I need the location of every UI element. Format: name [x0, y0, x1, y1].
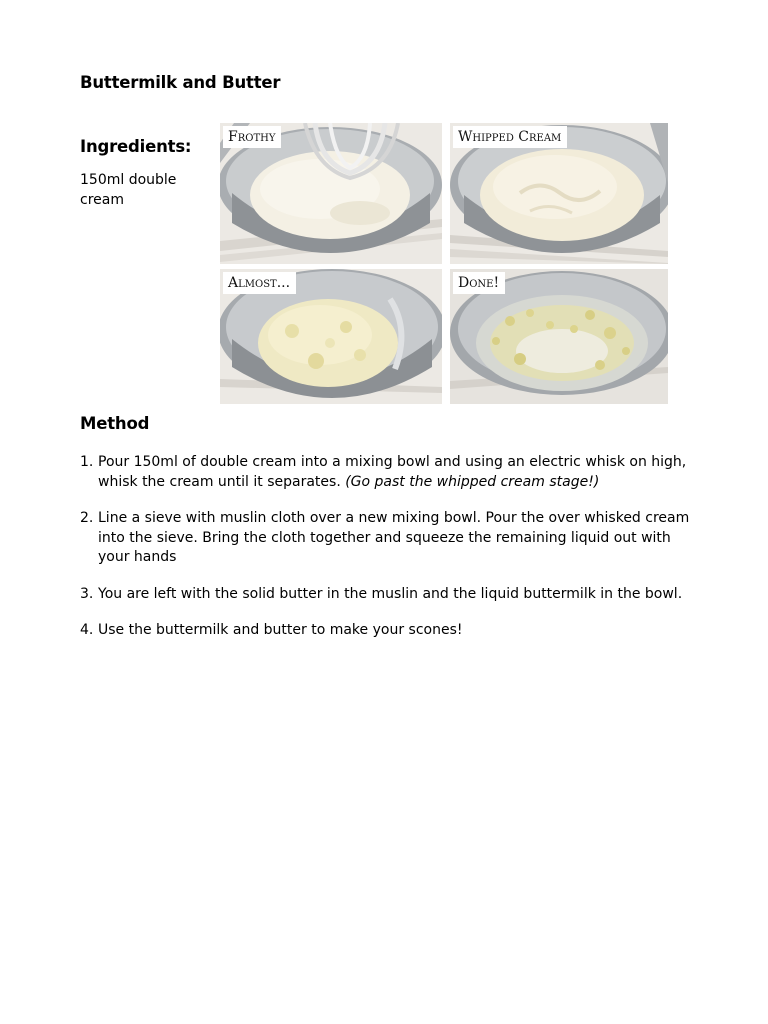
step-number: 2. [80, 510, 94, 526]
method-step [80, 453, 690, 492]
method-step [80, 509, 690, 568]
step-number: 1. [80, 454, 94, 470]
photo-grid [220, 123, 668, 404]
ingredients-heading: Ingredients: [80, 137, 192, 156]
method-steps [80, 453, 690, 658]
step-note: (Go past the whipped cream stage!) [345, 473, 600, 490]
step-number: 3. [80, 585, 94, 602]
method-heading: Method [80, 414, 150, 433]
ingredient-item: 150ml double cream [80, 172, 177, 208]
step-number: 4. [80, 622, 94, 638]
photo-caption: Frothy [223, 126, 281, 148]
photo-caption: Almost... [223, 272, 296, 294]
almost-butter-photo-icon [220, 269, 442, 404]
step-text: Use the buttermilk and butter to make your scones! [98, 622, 463, 638]
method-step [80, 585, 690, 605]
step-text: You are left with the solid butter in the muslin and the liquid buttermilk in the bowl. [98, 585, 683, 602]
frothy-cream-photo-icon [220, 123, 442, 264]
step-text: Line a sieve with muslin cloth over a new mixing bowl. Pour the over whisked cream into the sieve. Bring the cloth together and squeeze the remaining liquid out with your hands [98, 510, 690, 565]
photo-caption: Done! [453, 272, 505, 294]
done-butter-photo-icon [450, 269, 668, 404]
step-text: Pour 150ml of double cream into a mixing bowl and using an electric whisk on high, whisk the cream until it separates. [98, 454, 687, 490]
photo-caption: Whipped Cream [453, 126, 567, 148]
whipped-cream-photo-icon [450, 123, 668, 264]
document-title: Buttermilk and Butter [80, 73, 281, 92]
method-step [80, 621, 690, 641]
